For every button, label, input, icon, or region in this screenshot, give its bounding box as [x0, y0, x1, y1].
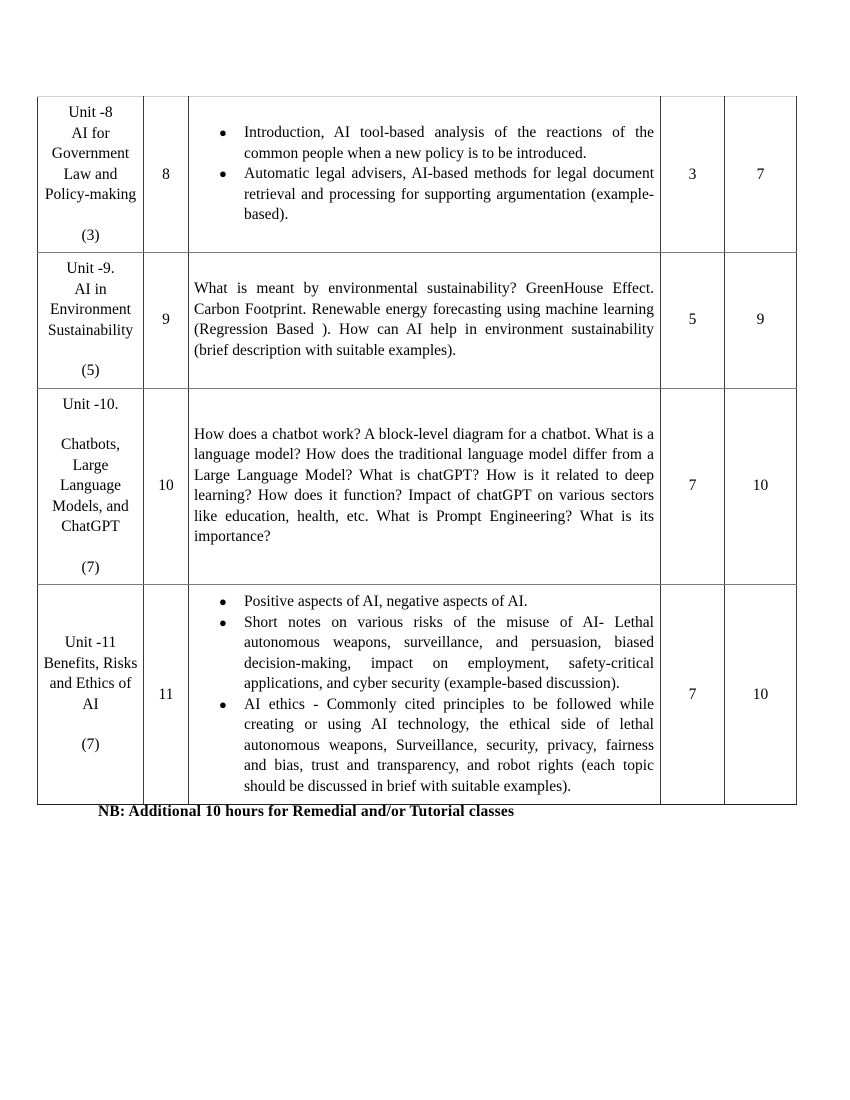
remedial-hours-note: NB: Additional 10 hours for Remedial and/or Tutorial classes	[98, 803, 515, 820]
list-item	[194, 164, 654, 226]
unit-title	[41, 435, 140, 538]
unit-title-line: AI for	[71, 124, 110, 142]
unit-title-line: Policy-making	[44, 186, 137, 203]
topics-cell	[189, 585, 661, 805]
unit-cell	[38, 388, 144, 585]
bullet-dot-icon: ●	[219, 125, 227, 141]
topics-bullet-list	[194, 592, 654, 797]
unit-title	[41, 654, 140, 716]
unit-identifier: Unit -11	[64, 634, 117, 652]
topics-bullet-list	[194, 123, 654, 226]
unit-cell	[38, 585, 144, 805]
topics-cell	[189, 388, 661, 585]
bullet-dot-icon: ●	[219, 166, 227, 182]
unit-number-cell: 9	[144, 253, 189, 389]
unit-title-line: Chatbots,	[61, 436, 120, 453]
bullet-dot-icon: ●	[219, 696, 227, 712]
table-row	[38, 253, 797, 389]
unit-title-line: AI	[82, 695, 99, 713]
hours-cell: 7	[661, 585, 725, 805]
list-item-text: Short notes on various risks of the misuse of AI- Lethal autonomous weapons, surveillance, and persuasion, biased decision-making, impact on employment, safety-critical applications, and cyber security (example-based discussion).	[244, 613, 654, 692]
unit-credit: (3)	[81, 226, 100, 244]
table-row	[38, 388, 797, 585]
hours-cell: 7	[661, 388, 725, 585]
unit-cell	[38, 97, 144, 253]
list-item	[194, 123, 654, 164]
unit-credit: (7)	[81, 736, 100, 754]
unit-credit: (5)	[81, 362, 100, 379]
unit-identifier: Unit -8	[68, 104, 113, 121]
unit-title-line: and Ethics of	[49, 675, 132, 693]
unit-title-line: Benefits, Risks	[43, 654, 138, 672]
list-item-text: Automatic legal advisers, AI-based methods for legal document retrieval and processing for supporting argumentation (example-based).	[244, 165, 654, 224]
syllabus-table	[37, 96, 797, 805]
unit-title-line: Large	[72, 456, 109, 474]
list-item-text: Introduction, AI tool-based analysis of the reactions of the common people when a new policy is to be introduced.	[244, 124, 654, 162]
unit-title	[41, 124, 140, 206]
bullet-dot-icon: ●	[219, 614, 227, 630]
table-row	[38, 97, 797, 253]
unit-number-cell: 8	[144, 97, 189, 253]
unit-title-line: ChatGPT	[61, 518, 120, 535]
marks-cell: 10	[725, 388, 797, 585]
unit-number-cell: 11	[144, 585, 189, 805]
unit-title-line: Environment	[50, 301, 131, 318]
topics-paragraph: What is meant by environmental sustainability? GreenHouse Effect. Carbon Footprint. Renewable energy forecasting using machine learning (Regression Based ). How can AI help in environment sustainability (brief description with suitable examples).	[194, 280, 654, 359]
marks-cell: 9	[725, 253, 797, 389]
unit-title	[41, 280, 140, 342]
marks-cell: 10	[725, 585, 797, 805]
unit-title-line: AI in	[74, 280, 107, 298]
hours-cell: 5	[661, 253, 725, 389]
list-item-text: AI ethics - Commonly cited principles to be followed while creating or using AI technology, the ethical side of lethal autonomous weapons, Surveillance, security, privacy, fairness and bias, trust and transparency, and robot rights (each topic should be discussed in brief with suitable examples).	[244, 695, 654, 795]
hours-cell: 3	[661, 97, 725, 253]
topics-cell	[189, 97, 661, 253]
unit-title-line: Government	[51, 145, 130, 162]
unit-title-line: Law and	[63, 165, 118, 183]
topics-cell	[189, 253, 661, 389]
unit-number-cell: 10	[144, 388, 189, 585]
table-row	[38, 585, 797, 805]
unit-cell	[38, 253, 144, 389]
unit-credit: (7)	[81, 558, 100, 576]
list-item	[194, 592, 654, 613]
list-item	[194, 613, 654, 695]
unit-identifier: Unit -10.	[62, 395, 119, 413]
unit-title-line: Language	[59, 477, 122, 494]
list-item-text: Positive aspects of AI, negative aspects of AI.	[244, 593, 528, 610]
unit-title-line: Models, and	[52, 497, 129, 515]
bullet-dot-icon: ●	[219, 594, 227, 609]
marks-cell: 7	[725, 97, 797, 253]
unit-identifier: Unit -9.	[66, 260, 115, 277]
syllabus-table-body	[38, 97, 797, 805]
list-item	[194, 695, 654, 798]
topics-paragraph: How does a chatbot work? A block-level diagram for a chatbot. What is a language model? How does the traditional language model differ from a Large Language Model? What is chatGPT? How is it related to deep learning? How does it function? Impact of chatGPT on various sectors like education, health, etc. What is Prompt Engineering? What is its importance?	[194, 425, 654, 546]
unit-title-line: Sustainability	[47, 321, 134, 339]
